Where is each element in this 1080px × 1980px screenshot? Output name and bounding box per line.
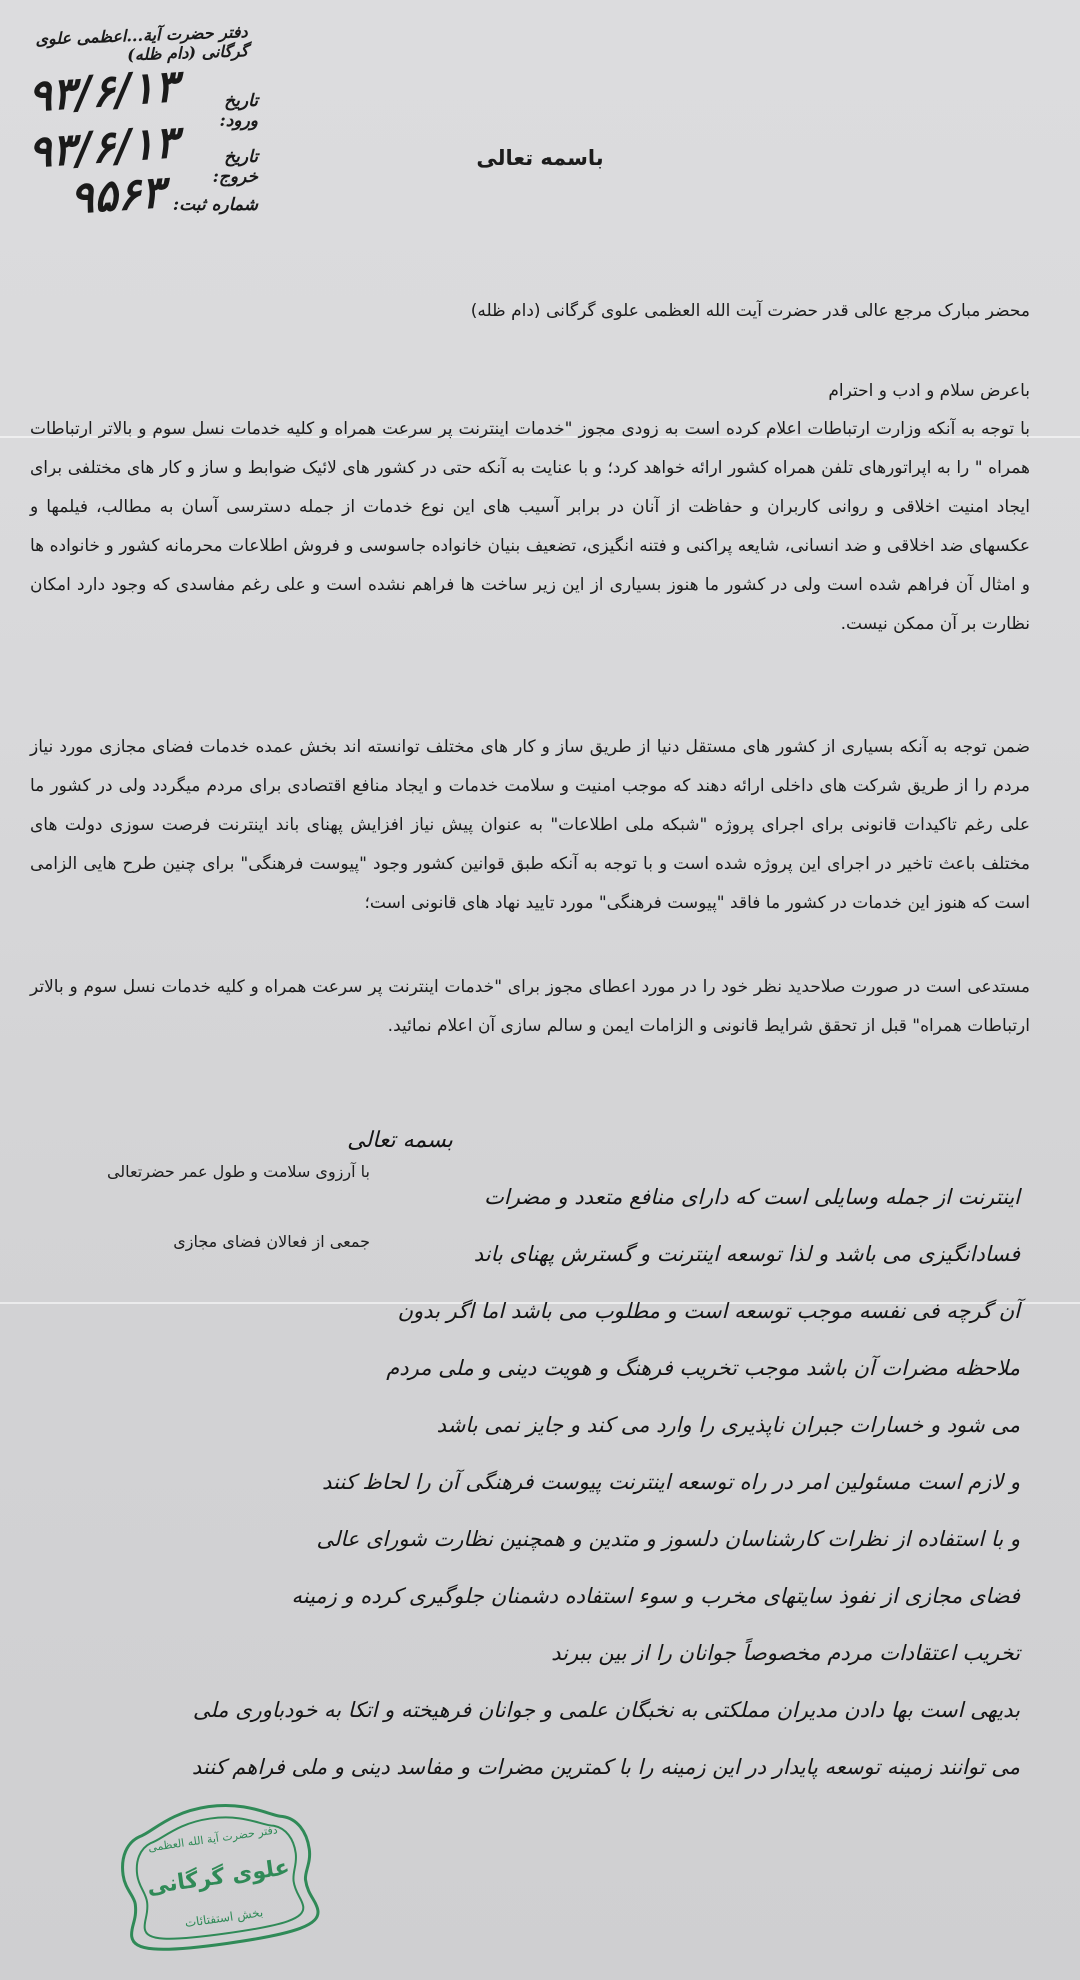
handwritten-line: تخریب اعتقادات مردم مخصوصاً جوانان را از بین ببرند — [551, 1641, 1020, 1665]
handwritten-line: اینترنت از جمله وسایلی است که دارای منافع متعدد و مضرات — [484, 1185, 1020, 1209]
handwritten-line: ملاحظه مضرات آن باشد موجب تخریب فرهنگ و هویت دینی و ملی مردم — [386, 1356, 1020, 1380]
registration-label: شماره ثبت: — [172, 195, 258, 215]
handwritten-line: فضای مجازی از نفوذ سایتهای مخرب و سوء استفاده دشمنان جلوگیری کرده و زمینه — [291, 1584, 1020, 1608]
handwritten-reply — [40, 1112, 1020, 1796]
entry-date-label: تاریخ ورود: — [219, 91, 258, 131]
exit-date-label: تاریخ خروج: — [212, 147, 258, 187]
entry-date: ۹۳/۶/۱۳ — [26, 60, 180, 123]
letter-heading: باسمه تعالی — [476, 146, 604, 170]
handwritten-line: می شود و خسارات جبران ناپذیری را وارد می کند و جایز نمی باشد — [436, 1413, 1020, 1437]
handwritten-line: بدیهی است بها دادن مدیران مملکتی به نخبگان علمی و جوانان فرهیخته و اتکا به خودباوری ملی — [192, 1698, 1020, 1722]
salutation: محضر مبارک مرجع عالی قدر حضرت آیت الله العظمی علوی گرگانی (دام ظله) — [470, 301, 1030, 321]
handwritten-line: و لازم است مسئولین امر در راه توسعه اینترنت پیوست فرهنگی آن را لحاظ کنند — [322, 1470, 1020, 1494]
handwritten-line: فسادانگیزی می باشد و لذا توسعه اینترنت و گسترش پهنای باند — [473, 1242, 1020, 1266]
stamp-top-text: دفتر حضرت آیة الله العظمی — [147, 1823, 279, 1855]
stamp-center-text: علوی گرگانی — [145, 1855, 292, 1900]
office-seal-stamp — [109, 1787, 328, 1963]
greeting: باعرض سلام و ادب و احترام — [828, 381, 1030, 401]
registration-number: ۹۵۶۳ — [68, 166, 167, 225]
handwritten-line: آن گرچه فی نفسه موجب توسعه است و مطلوب می باشد اما اگر بدون — [397, 1299, 1020, 1323]
stamp-bottom-text: بخش استفتائات — [183, 1905, 265, 1931]
office-title: دفتر حضرت آیة...اعظمی علوی گرگانی (دام ظله) — [35, 22, 249, 65]
handwritten-line: و با استفاده از نظرات کارشناسان دلسوز و متدین و همچنین نظارت شورای عالی — [316, 1527, 1020, 1551]
body-paragraph-2: ضمن توجه به آنکه بسیاری از کشور های مستقل دنیا از طریق ساز و کار های مختلف توانسته اند بخش عمده خدمات فضای مجازی مورد نیاز مردم را از طریق شرکت های داخلی ارائه دهند که موجب امنیت و سلامت خدمات و ایجاد منافع اقتصادی برای مردم میگردد ولی در کشور ما علی رغم تاکیدات قانونی برای اجرای پروژه "شبکه ملی اطلاعات" به عنوان پیش نیاز افزایش پهنای باند اینترنت فرصت سوزی دولت های مختلف باعث تاخیر در اجرای این پروژه شده است و با توجه به آنکه طبق قوانین کشور وجود "پیوست فرهنگی" برای چنین طرح هایی الزامی است که هنوز این خدمات در کشور ما فاقد "پیوست فرهنگی" مورد تایید نهاد های قانونی است؛ — [30, 737, 1030, 913]
handwritten-title: بسمه تعالی — [347, 1128, 453, 1153]
handwritten-line: می توانند زمینه توسعه پایدار در این زمینه را با کمترین مضرات و مفاسد دینی و ملی فراهم کنند — [191, 1755, 1020, 1779]
body-paragraph-1: با توجه به آنکه وزارت ارتباطات اعلام کرده است به زودی مجوز "خدمات اینترنت پر سرعت همراه و کلیه خدمات نسل سوم و بالاتر ارتباطات همراه " را به اپراتورهای تلفن همراه کشور ارائه خواهد کرد؛ و با عنایت به آنکه حتی در کشور های لائیک ضوابط و ساز و کار های مختلفی برای ایجاد امنیت اخلاقی و روانی کاربران و حفاظت از آنان در برابر آسیب های این نوع خدمات از جمله دسترسی آسان به مطالب، فیلمها و عکسهای ضد اخلاقی و ضد انسانی، شایعه پراکنی و فتنه انگیزی، تضعیف بنیان خانواده جاسوسی و فروش اطلاعات محرمانه کشور و خانواده ها و امثال آن فراهم شده است ولی در کشور ما هنوز بسیاری از این زیر ساخت ها فراهم نشده است و علی رغم مفاسدی که وجود دارد امکان نظارت بر آن ممکن نیست. — [30, 419, 1030, 634]
exit-date: ۹۳/۶/۱۳ — [26, 116, 180, 179]
body-paragraph-3: مستدعی است در صورت صلاحدید نظر خود را در مورد اعطای مجوز برای "خدمات اینترنت پر سرعت همراه و کلیه خدمات نسل سوم و بالاتر ارتباطات همراه" قبل از تحقق شرایط قانونی و الزامات ایمن و سالم سازی آن اعلام نمائید. — [30, 977, 1030, 1036]
closing-wishes: با آرزوی سلامت و طول عمر حضرتعالی — [106, 1162, 370, 1181]
closing-signature: جمعی از فعالان فضای مجازی — [173, 1232, 370, 1251]
office-registration-block — [26, 18, 258, 225]
